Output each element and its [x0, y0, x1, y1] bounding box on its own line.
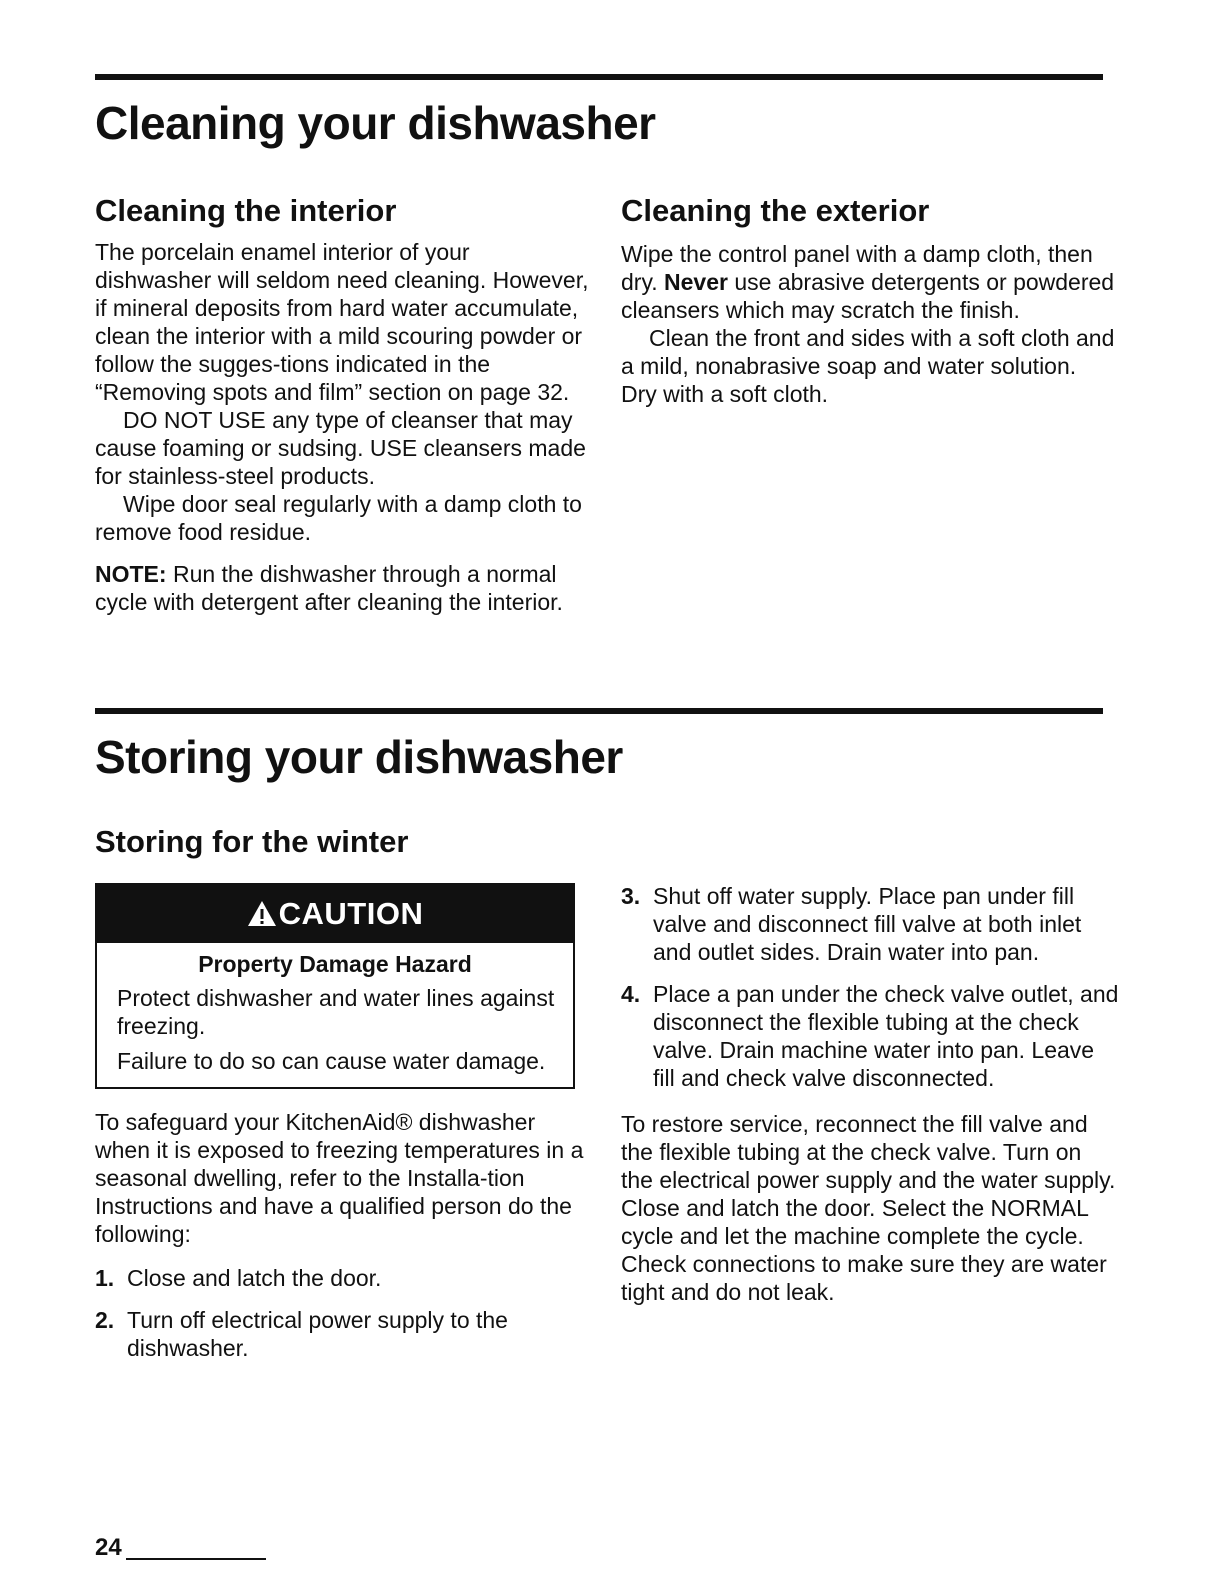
step-number: 4.: [621, 981, 641, 1007]
step-item: [95, 1264, 585, 1292]
step-text: Place a pan under the check valve outlet, and disconnect the flexible tubing at the check valve. Drain machine water into pan. Leave fill and check valve disconnected.: [653, 981, 1119, 1091]
restore-paragraph: To restore service, reconnect the fill valve and the flexible tubing at the check valve. Turn on the electrical power supply and the water supply. Close and latch the door. Select the NORMAL cycle and let the machine complete the cycle. Check connections to make sure they are water tight and do not leak.: [621, 1111, 1116, 1305]
step-text: Shut off water supply. Place pan under fill valve and disconnect fill valve at both inlet and outlet sides. Drain water into pan.: [653, 883, 1082, 965]
note-label: NOTE:: [95, 561, 167, 587]
step-text: Turn off electrical power supply to the dishwasher.: [127, 1307, 508, 1361]
caution-label: CAUTION: [278, 896, 424, 931]
never-emphasis: Never: [664, 269, 728, 295]
step-text: Close and latch the door.: [127, 1265, 382, 1291]
middle-rule: [95, 708, 1103, 714]
page-number-underline: [126, 1558, 266, 1560]
caution-body: [97, 984, 573, 1075]
interior-paragraph-1: The porcelain enamel interior of your dishwasher will seldom need cleaning. However, if mineral deposits from hard water accumulate, clean the interior with a mild scouring powder or follow the sugges-tions indicated in the “Removing spots and film” section on page 32.: [95, 239, 589, 405]
exterior-paragraph-2: Clean the front and sides with a soft cloth and a mild, nonabrasive soap and water solution. Dry with a soft cloth.: [621, 325, 1115, 407]
cleaning-title: Cleaning your dishwasher: [95, 97, 656, 149]
warning-triangle-icon: [247, 900, 277, 927]
interior-column: [95, 238, 590, 616]
exterior-p1-end: use abrasive detergents or powdered cleansers which may scratch the finish.: [621, 269, 1115, 323]
top-rule: [95, 74, 1103, 80]
caution-subtitle: Property Damage Hazard: [198, 951, 472, 977]
winter-heading: Storing for the winter: [95, 824, 409, 859]
step-number: 1.: [95, 1265, 115, 1291]
step-item: [621, 980, 1119, 1092]
interior-paragraph-2: DO NOT USE any type of cleanser that may cause foaming or sudsing. USE cleansers made for stainless-steel products.: [95, 407, 586, 489]
page-number: 24: [95, 1534, 122, 1561]
exterior-paragraph-1: [621, 240, 1116, 324]
note-text: Run the dishwasher through a normal cycle with detergent after cleaning the interior.: [95, 561, 563, 615]
step-number: 2.: [95, 1307, 115, 1333]
caution-line-1: Protect dishwasher and water lines against freezing.: [117, 985, 555, 1039]
step-number: 3.: [621, 883, 641, 909]
steps-list-right: [621, 882, 1119, 1092]
step-item: [621, 882, 1119, 966]
storing-right-column: [621, 882, 1119, 1306]
storing-intro: To safeguard your KitchenAid® dishwasher when it is exposed to freezing temperatures in a seasonal dwelling, refer to the Installa-tion Instructions and have a qualified person do the following:: [95, 1109, 584, 1247]
exterior-heading: Cleaning the exterior: [621, 193, 930, 228]
caution-box: [95, 883, 575, 1089]
storing-left-column: [95, 1108, 585, 1362]
steps-list-left: [95, 1264, 585, 1362]
storing-title: Storing your dishwasher: [95, 731, 623, 783]
caution-header: [97, 885, 573, 943]
exterior-p1-start: Wipe the control panel with a damp cloth, then dry.: [621, 241, 1093, 295]
exterior-column: [621, 240, 1116, 408]
caution-line-2: Failure to do so can cause water damage.: [117, 1048, 546, 1074]
step-item: [95, 1306, 585, 1362]
interior-paragraph-3: Wipe door seal regularly with a damp cloth to remove food residue.: [95, 491, 582, 545]
interior-note: [95, 560, 590, 616]
interior-heading: Cleaning the interior: [95, 193, 397, 228]
